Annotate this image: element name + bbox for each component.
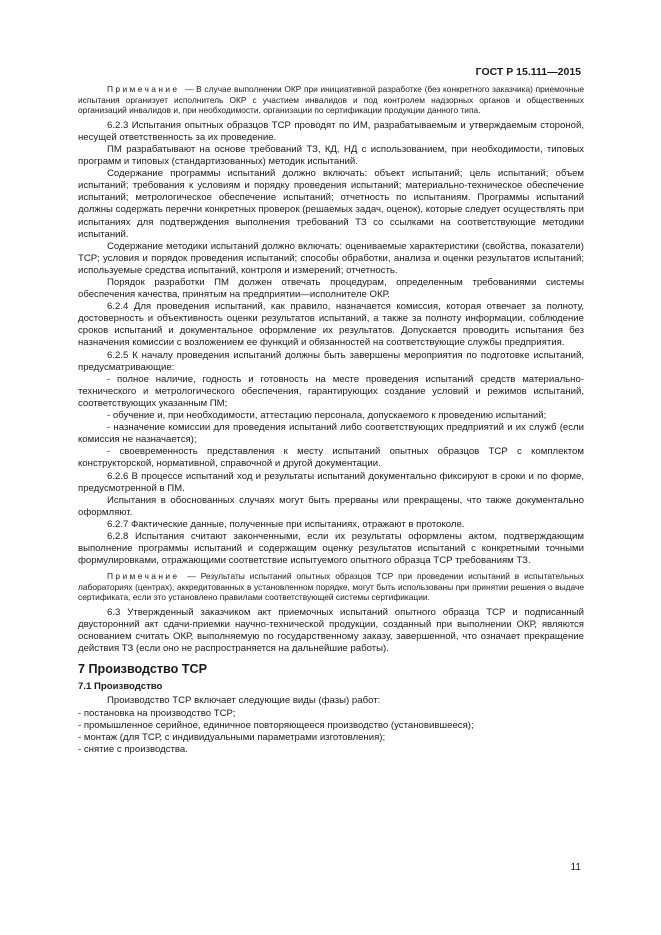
standard-header: ГОСТ Р 15.111—2015 <box>475 66 581 78</box>
list-item: - снятие с производства. <box>78 743 188 755</box>
list-item: - назначение комиссии для проведения испытаний либо соответствующих предприятий и их служб (если комиссия не назначается); <box>78 422 584 446</box>
note-1 <box>78 84 584 116</box>
paragraph: 6.2.6 В процессе испытаний ход и результаты испытаний документально фиксируют в сроки и по форме, предусмотренной в ПМ. <box>78 470 584 494</box>
paragraph: Испытания в обоснованных случаях могут быть прерваны или прекращены, что также документально оформляют. <box>78 494 584 518</box>
note-text: — Результаты испытаний опытных образцов ТСР при проведении испытаний в испытательных лабораториях (центрах), аккредитованных в установленном порядке, могут быть использованы при принятии решения о выдаче сертификата, если это установлено правилами соответствующей системы сертификации. <box>78 571 584 603</box>
paragraph: 6.2.8 Испытания считают законченными, если их результаты оформлены актом, подтверждающим выполнение программы испытаний и содержащим оценку результатов испытаний с конкретными точными формулировками, отражающими соответствие испытуемого опытного образца ТСР требованиям ТЗ. <box>78 530 584 567</box>
page-content <box>78 84 584 756</box>
note-text: — В случае выполнении ОКР при инициативной разработке (без конкретного заказчика) приемочные испытания организует исполнитель ОКР с участием инвалидов и под контролем надзорных органов и общественных организаций инвалидов и, при необходимости, организации по сертификации продукции данного типа. <box>78 84 584 116</box>
paragraph: Содержание методики испытаний должно включать: оцениваемые характеристики (свойства, показатели) ТСР; условия и порядок проведения испытаний; способы обработки, анализа и оценки результатов испытаний; используемые средства испытаний, контроля и измерений; отчетность. <box>78 240 584 276</box>
paragraph: ПМ разрабатывают на основе требований ТЗ, КД, НД с использованием, при необходимости, типовых программ и типовых (стандартизованных) методик испытаний. <box>78 143 584 168</box>
paragraph: 6.2.3 Испытания опытных образцов ТСР проводят по ИМ, разрабатываемым и утверждаемым стороной, несущей ответственность за их проведение. <box>78 119 584 143</box>
list-item: - монтаж (для ТСР, с индивидуальными параметрами изготовления); <box>78 731 386 743</box>
paragraph: 6.2.4 Для проведения испытаний, как правило, назначается комиссия, которая отвечает за полноту, достоверность и объективность оценки результатов испытаний, а также за полноту информации, соблюдение сроков испытаний и документальное оформление их результатов. Допускается проводить испытания без назначения комиссии с возложением ее функций и обязанностей на соответствующие службы предприятия. <box>78 301 584 349</box>
list-item: - своевременность представления к месту испытаний опытных образцов ТСР с комплектом конструкторской, нормативной, справочной и другой документации. <box>78 446 584 470</box>
note-label: Примечание <box>107 571 180 582</box>
list-item: - промышленное серийное, единичное повторяющееся производство (установившееся); <box>78 719 474 731</box>
paragraph: 6.2.7 Фактические данные, полученные при испытаниях, отражают в протоколе. <box>107 518 465 530</box>
note-2 <box>78 571 584 603</box>
page-number: 11 <box>570 862 581 873</box>
paragraph: Производство ТСР включает следующие виды (фазы) работ: <box>107 695 381 707</box>
note-label: Примечание <box>107 84 180 94</box>
paragraph: Содержание программы испытаний должно включать: объект испытаний; цель испытаний; объем испытаний; требования к условиям и порядку проведения испытаний; материально-техническое обеспечение испытаний; метрологическое обеспечение испытаний; отчетность по испытаниям. Программы испытаний должны содержать перечни конкретных проверок (решаемых задач, оценок), которые следует осуществлять при испытаниях для подтверждения выполнения требований ТЗ со ссылками на соответствующие методики испытаний. <box>78 168 584 240</box>
list-item: - постановка на производство ТСР; <box>78 707 236 719</box>
paragraph: 6.2.5 К началу проведения испытаний должны быть завершены мероприятия по подготовке испытаний, предусматривающие: <box>78 349 584 373</box>
list-item: - полное наличие, годность и готовность на месте проведения испытаний средств материально-технического и метрологического обеспечения, гарантирующих создание условий и режимов испытаний, соответствующих указанным ПМ; <box>78 373 584 409</box>
paragraph: 6.3 Утвержденный заказчиком акт приемочных испытаний опытного образца ТСР и подписанный двусторонний акт сдачи-приемки научно-технической продукции, созданный при выполнении ОКР, являются основанием считать ОКР, выполняемую по государственному заказу, завершенной, что означает прекращение действия ТЗ (если оно не распространяется на дальнейшие работы). <box>78 607 584 655</box>
subsection-heading: 7.1 Производство <box>78 681 163 693</box>
list-item: - обучение и, при необходимости, аттестацию персонала, допускаемого к проведению испытаний; <box>107 410 547 422</box>
paragraph: Порядок разработки ПМ должен отвечать процедурам, определенным требованиями системы обеспечения качества, принятым на предприятии—исполнителе ОКР. <box>78 277 584 301</box>
section-heading: 7 Производство ТСР <box>78 662 207 677</box>
